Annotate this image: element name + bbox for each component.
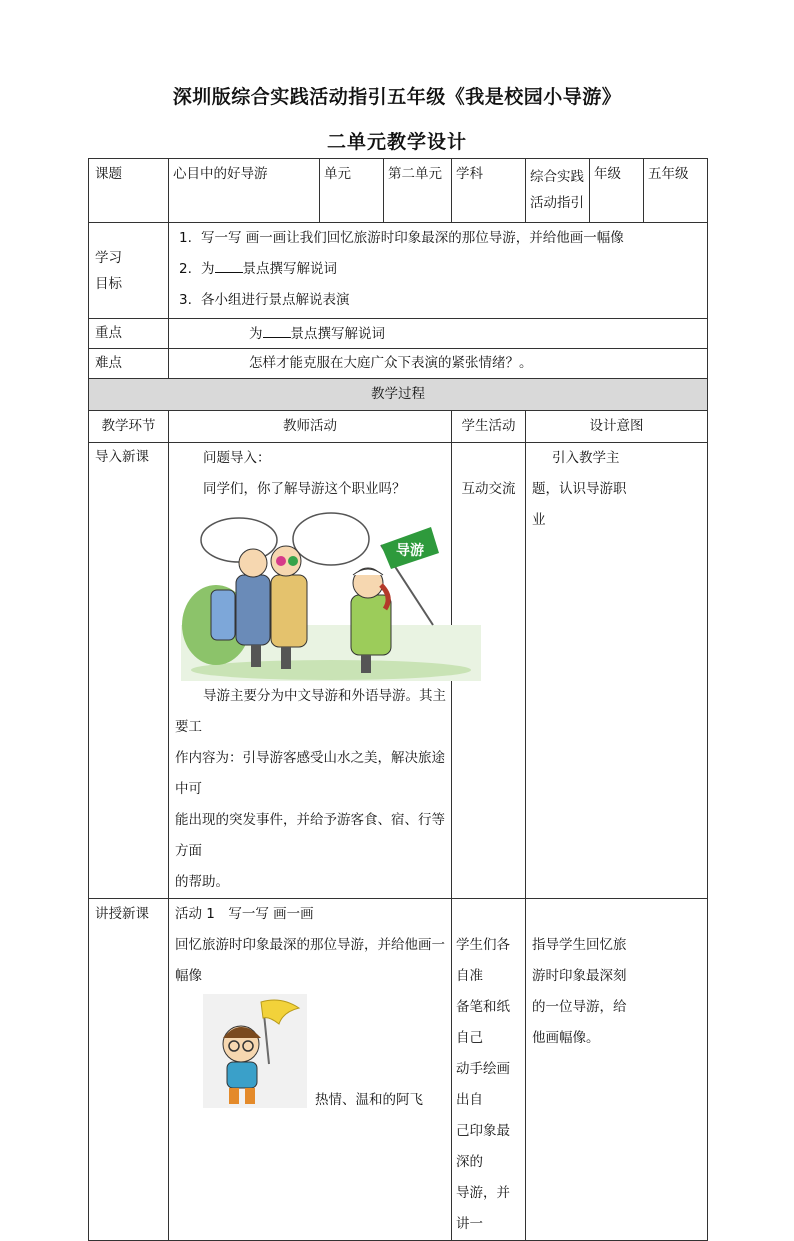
- key-point-post: 景点撰写解说词: [290, 325, 385, 342]
- intent-line: 指导学生回忆旅: [532, 937, 627, 953]
- grade-label: 年级: [590, 159, 644, 223]
- unit-label: 单元: [320, 159, 384, 223]
- key-point-content: [169, 319, 708, 349]
- teacher-activity: [169, 899, 452, 1241]
- student-text: 互动交流: [461, 481, 516, 497]
- document-title: 深圳版综合实践活动指引五年级《我是校园小导游》: [172, 86, 622, 108]
- document-subtitle: 二单元教学设计: [326, 131, 467, 153]
- goal-number: 2.: [179, 261, 192, 277]
- col-teacher: 教师活动: [169, 411, 452, 443]
- info-row: [89, 159, 708, 223]
- intent-line: 引入教学主: [552, 450, 620, 466]
- student-line: 己印象最深的: [456, 1123, 510, 1170]
- goal-number: 3.: [179, 292, 192, 308]
- design-intent: [526, 443, 708, 899]
- student-line: 备笔和纸自己: [456, 999, 510, 1046]
- intent-line: 业: [532, 512, 546, 528]
- goal-text-pre: 为: [201, 261, 215, 277]
- topic-label: 课题: [89, 159, 169, 223]
- fill-blank: [215, 258, 243, 273]
- fill-blank: [263, 323, 291, 338]
- subject-label: 学科: [452, 159, 526, 223]
- topic-value: 心目中的好导游: [169, 159, 320, 223]
- goals-label-line2: 目标: [95, 275, 122, 292]
- student-line: 学生们各自准: [456, 937, 510, 984]
- goal-item: [177, 254, 703, 285]
- activity-description: 回忆旅游时印象最深的那位导游，并给他画一幅像: [175, 937, 445, 984]
- process-header-row: [89, 379, 708, 411]
- design-intent: [526, 899, 708, 1241]
- student-line: 动手绘画出自: [456, 1061, 510, 1108]
- col-stage: 教学环节: [89, 411, 169, 443]
- teacher-paragraph-line: 作内容为：引导游客感受山水之美，解决旅途中可: [175, 750, 445, 797]
- stage-row-lesson: [89, 899, 708, 1241]
- unit-value: 第二单元: [384, 159, 452, 223]
- teacher-paragraph-line: 导游主要分为中文导游和外语导游。其主要工: [175, 688, 446, 735]
- teacher-paragraph-line: 能出现的突发事件，并给予游客食、宿、行等方面: [175, 812, 445, 859]
- goal-text: 各小组进行景点解说表演: [201, 292, 350, 308]
- activity-heading: 活动 1 写一写 画一画: [175, 906, 314, 922]
- intent-line: 题，认识导游职: [532, 481, 627, 497]
- col-student: 学生活动: [452, 411, 526, 443]
- tour-guide-illustration: [181, 505, 481, 681]
- drawing-caption: 热情、温和的阿飞: [315, 1092, 423, 1108]
- teacher-question: 同学们，你了解导游这个职业吗？: [203, 481, 406, 497]
- difficulty-label: 难点: [89, 349, 169, 379]
- stage-name-text: 讲授新课: [95, 906, 149, 922]
- teacher-heading: 问题导入：: [203, 450, 271, 466]
- teacher-activity: [169, 443, 452, 899]
- goal-text: 写一写 画一画让我们回忆旅游时印象最深的那位导游，并给他画一幅像: [201, 230, 624, 246]
- intent-line: 游时印象最深刻: [532, 968, 627, 984]
- stage-row-intro: [89, 443, 708, 899]
- lesson-plan-table: [88, 158, 708, 1241]
- goal-item: [177, 223, 703, 254]
- student-line: 导游，并讲一: [456, 1185, 510, 1232]
- goal-item: [177, 285, 703, 316]
- subject-value: 综合实践活动指引: [526, 159, 590, 223]
- goals-row: [89, 223, 708, 319]
- grade-value: 五年级: [644, 159, 708, 223]
- column-header-row: [89, 411, 708, 443]
- goals-content: [169, 223, 708, 319]
- stage-name: [89, 899, 169, 1241]
- drawing-example: [175, 994, 447, 1108]
- intent-line: 的一位导游，给: [532, 999, 627, 1015]
- process-header: 教学过程: [89, 379, 708, 411]
- key-point-pre: 为: [249, 325, 263, 342]
- difficulty-row: [89, 349, 708, 379]
- intent-line: 他画幅像。: [532, 1030, 600, 1046]
- col-intent: 设计意图: [526, 411, 708, 443]
- goal-text-post: 景点撰写解说词: [242, 261, 337, 277]
- flag-text: 导游: [396, 543, 424, 559]
- boy-guide-illustration: [203, 994, 307, 1108]
- stage-name: 导入新课: [89, 443, 169, 899]
- goals-label-line1: 学习: [95, 249, 122, 266]
- goal-number: 1.: [179, 230, 192, 246]
- key-point-row: [89, 319, 708, 349]
- student-activity: [452, 899, 526, 1241]
- key-point-label: 重点: [89, 319, 169, 349]
- goals-label: [89, 223, 169, 319]
- difficulty-content: 怎样才能克服在大庭广众下表演的紧张情绪？。: [169, 349, 708, 379]
- teacher-paragraph-line: 的帮助。: [175, 874, 229, 890]
